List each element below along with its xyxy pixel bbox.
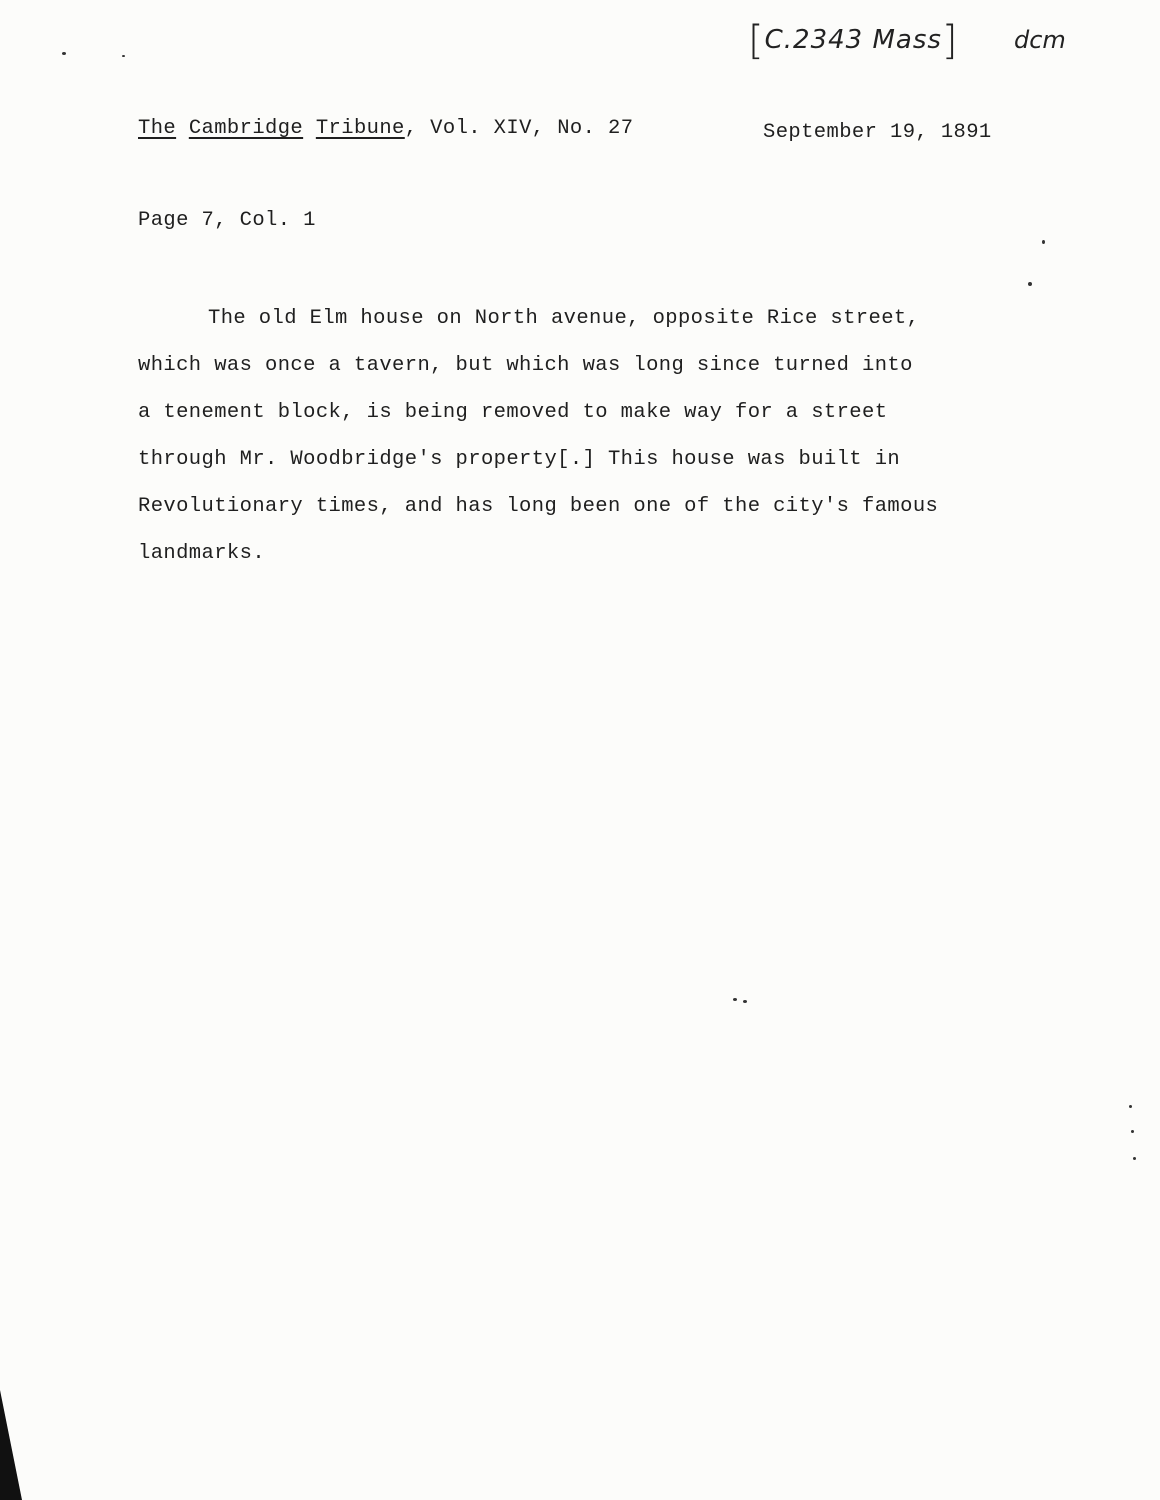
scan-corner-shadow [0,1390,22,1500]
open-bracket: [ [748,18,765,64]
article-line: through Mr. Woodbridge's property[.] This house was built in [138,448,901,471]
catalog-annotation [748,18,959,64]
paper-speck [1133,1157,1136,1160]
paper-speck [733,998,737,1001]
issue-info: , Vol. XIV, No. 27 [404,117,634,140]
article-line: a tenement block, is being removed to make way for a street [138,401,888,424]
paper-speck [1028,282,1032,286]
paper-speck [62,52,66,55]
close-bracket: ] [941,18,959,64]
article-line: which was once a tavern, but which was long since turned into [138,354,913,377]
paper-speck [1131,1130,1134,1133]
newspaper-name-tribune: Tribune [315,117,405,140]
paper-speck [122,55,125,57]
paper-speck [743,1000,747,1003]
article-line: Revolutionary times, and has long been one of the city's famous [138,495,939,518]
publication-date: September 19, 1891 [763,121,992,144]
catalog-note-text: C.2343 Mass [764,25,942,55]
page-column-reference: Page 7, Col. 1 [138,209,316,232]
handwritten-initials: dcm [1014,26,1066,54]
article-line: The old Elm house on North avenue, opposite Rice street, [208,307,920,330]
newspaper-name-cambridge: Cambridge [188,117,304,140]
article-text [138,304,1038,586]
paper-speck [1129,1105,1132,1108]
newspaper-name-the: The [138,117,177,140]
paper-speck [1042,240,1045,244]
article-line: landmarks. [138,542,266,565]
